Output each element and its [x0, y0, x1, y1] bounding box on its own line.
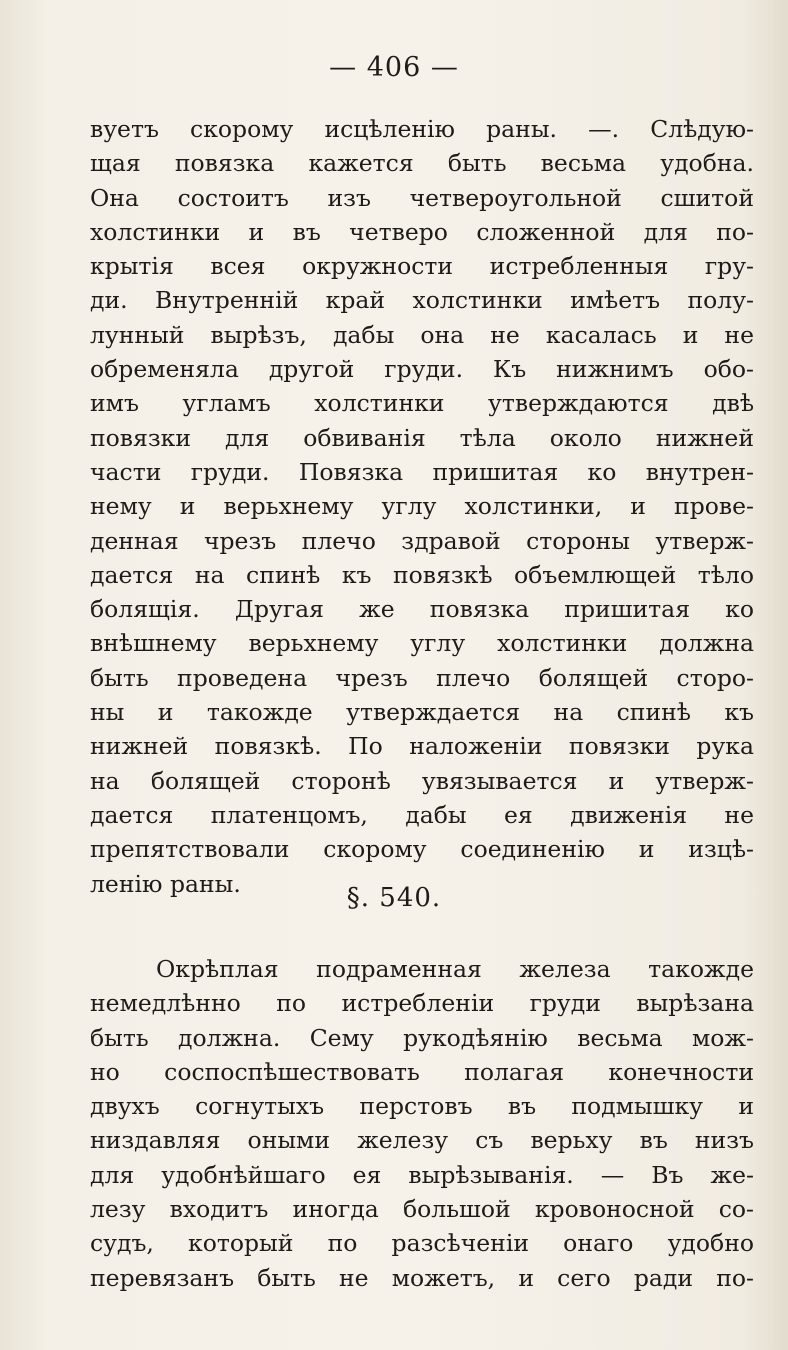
text-line: препятствовали скорому соединенію и изцѣ-	[90, 835, 754, 864]
text-line: лезу входитъ иногда большой кровоносной со-	[90, 1195, 754, 1224]
page-number: — 406 —	[329, 52, 459, 83]
text-line: обременяла другой груди. Къ нижнимъ обо-	[90, 355, 754, 384]
text-line: на болящей сторонѣ увязывается и утверж-	[90, 766, 754, 795]
text-line: для удобнѣйшаго ея вырѣзыванія. — Въ же-	[90, 1160, 754, 1189]
text-line: но соспоспѣшествовать полагая конечности	[90, 1057, 754, 1086]
text-line: ди. Внутренній край холстинки имѣетъ полу-	[90, 286, 754, 315]
text-line: двухъ согнутыхъ перстовъ въ подмышку и	[90, 1092, 754, 1121]
text-line: быть должна. Сему рукодѣянію весьма мож-	[90, 1023, 754, 1052]
text-line: немедлѣнно по истребленіи груди вырѣзана	[90, 989, 754, 1018]
text-line: имъ угламъ холстинки утверждаются двѣ	[90, 389, 754, 418]
text-line: холстинки и въ четверо сложенной для по-	[90, 217, 754, 246]
text-line: ны и такожде утверждается на спинѣ къ	[90, 698, 754, 727]
text-line: ленію раны.	[90, 869, 241, 898]
text-line: щая повязка кажется быть весьма удобна.	[90, 149, 754, 178]
text-line: лунный вырѣзъ, дабы она не касалась и не	[90, 320, 754, 349]
text-line: Она состоитъ изъ четвероугольной сшитой	[90, 183, 754, 212]
text-line: денная чрезъ плечо здравой стороны утверж-	[90, 526, 754, 555]
text-line: нижней повязкѣ. По наложеніи повязки рука	[90, 732, 754, 761]
paragraph-1	[90, 112, 754, 901]
text-line: внѣшнему верьхнему углу холстинки должна	[90, 629, 754, 658]
text-line: части груди. Повязка пришитая ко внутрен-	[90, 457, 754, 486]
text-line: дается на спинѣ къ повязкѣ объемлющей тѣло	[90, 560, 754, 589]
text-line: дается платенцомъ, дабы ея движенія не	[90, 800, 754, 829]
text-line: нему и верьхнему углу холстинки, и прове-	[90, 492, 754, 521]
text-line: повязки для обвиванія тѣла около нижней	[90, 423, 754, 452]
section-heading: §. 540.	[346, 883, 442, 913]
text-line: Окрѣплая подраменная железа такожде	[156, 955, 754, 983]
text-line: быть проведена чрезъ плечо болящей сторо-	[90, 663, 754, 692]
text-line: крытія всея окружности истребленныя гру-	[90, 252, 754, 281]
paragraph-2	[90, 952, 754, 1295]
text-line: судъ, который по разсѣченіи онаго удобно	[90, 1229, 754, 1258]
text-line: низдавляя оными железу съ верьху въ низъ	[90, 1126, 754, 1155]
text-line: болящія. Другая же повязка пришитая ко	[90, 595, 754, 624]
text-line: вуетъ скорому исцѣленію раны. —. Слѣдую-	[90, 115, 754, 143]
text-line: перевязанъ быть не можетъ, и сего ради по-	[90, 1263, 754, 1292]
